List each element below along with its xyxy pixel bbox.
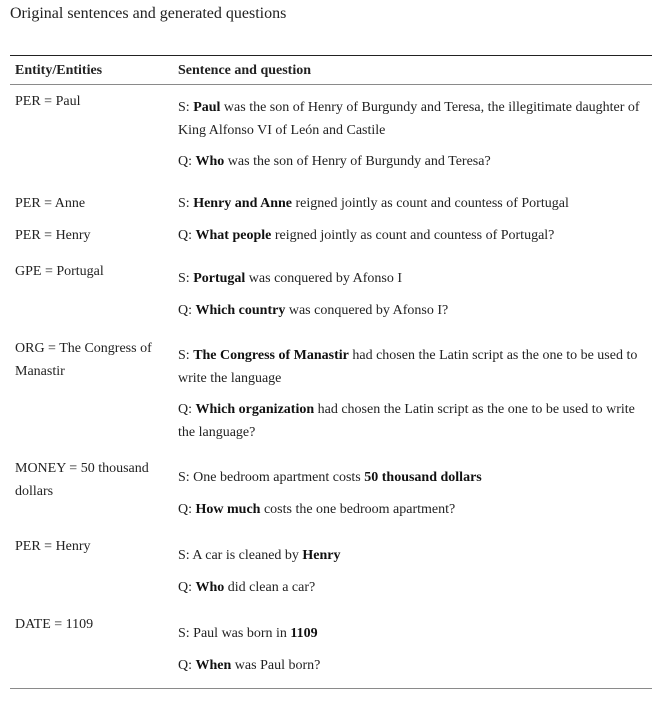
entity-cell: DATE = 1109 <box>15 617 94 632</box>
entity-cell: PER = Paul <box>15 94 81 109</box>
entity-cell: ORG = The Congress of Manastir <box>15 341 152 379</box>
generated-question: Q: Which country was conquered by Afonso I? <box>178 302 449 318</box>
table-row <box>10 259 652 336</box>
table-row <box>10 181 652 259</box>
generated-question: Q: When was Paul born? <box>178 657 321 673</box>
entity-cell: MONEY = 50 thousand dollars <box>15 461 149 499</box>
entity-cell: GPE = Portugal <box>15 264 104 279</box>
source-sentence: S: Portugal was conquered by Afonso I <box>178 271 402 286</box>
table-row <box>10 458 652 536</box>
source-sentence: S: One bedroom apartment costs 50 thousand dollars <box>178 470 482 485</box>
generated-question: Q: Which organization had chosen the Latin script as the one to be used to write the language? <box>178 402 635 440</box>
source-sentence: S: Henry and Anne reigned jointly as count and countess of Portugal <box>178 196 569 211</box>
sentence-cell <box>178 336 652 444</box>
sentence-cell <box>178 259 652 322</box>
generated-question: Q: Who was the son of Henry of Burgundy and Teresa? <box>178 154 491 169</box>
table-row <box>10 85 652 181</box>
sentence-cell <box>178 458 652 521</box>
source-sentence: S: The Congress of Manastir had chosen the Latin script as the one to be used to write the language <box>178 348 638 386</box>
table-row <box>10 336 652 458</box>
table-header <box>10 56 652 85</box>
header-sentence: Sentence and question <box>178 63 312 78</box>
source-sentence: S: Paul was the son of Henry of Burgundy and Teresa, the illegitimate daughter of King Alfonso VI of León and Castile <box>178 100 640 138</box>
table-row <box>10 536 652 614</box>
table-caption: Original sentences and generated questions <box>10 5 287 22</box>
table-row <box>10 614 652 688</box>
source-sentence: S: A car is cleaned by Henry <box>178 548 341 563</box>
entity-cell: PER = Anne PER = Henry <box>15 196 91 243</box>
generated-question: Q: What people reigned jointly as count and countess of Portugal? <box>178 227 555 243</box>
source-sentence: S: Paul was born in 1109 <box>178 626 318 641</box>
generated-question: Q: How much costs the one bedroom apartment? <box>178 501 456 517</box>
header-entity: Entity/Entities <box>15 63 103 78</box>
sentence-cell <box>178 536 652 599</box>
entity-cell: PER = Henry <box>15 539 91 554</box>
sentence-cell <box>178 181 652 247</box>
generated-question: Q: Who did clean a car? <box>178 579 316 595</box>
sentence-cell <box>178 85 652 174</box>
entity-question-table <box>10 55 652 689</box>
sentence-cell <box>178 614 652 677</box>
